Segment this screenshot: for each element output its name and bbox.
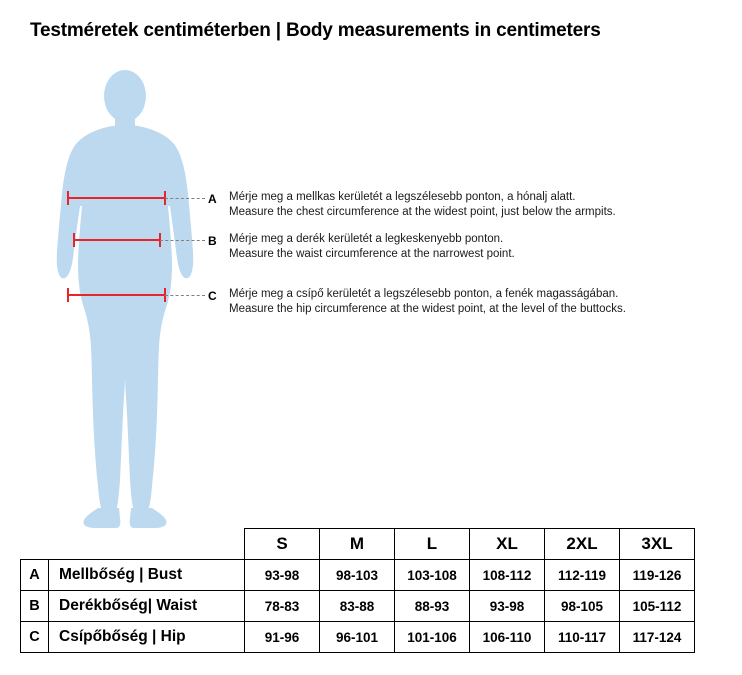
row-b-2xl: 98-105	[545, 591, 620, 622]
row-a-2xl: 112-119	[545, 560, 620, 591]
row-c-l: 101-106	[395, 622, 470, 653]
row-b-3xl: 105-112	[620, 591, 695, 622]
row-a-xl: 108-112	[470, 560, 545, 591]
table-corner-name	[49, 529, 245, 560]
row-c-xl: 106-110	[470, 622, 545, 653]
size-header-xl: XL	[470, 529, 545, 560]
table-header-row	[21, 529, 695, 560]
row-a-l: 103-108	[395, 560, 470, 591]
callout-c-text	[229, 287, 626, 317]
table-corner-letter	[21, 529, 49, 560]
row-b-name: Derékbőség| Waist	[49, 591, 245, 622]
callout-b-letter: B	[208, 234, 217, 248]
size-header-3xl: 3XL	[620, 529, 695, 560]
row-c-m: 96-101	[320, 622, 395, 653]
row-a-3xl: 119-126	[620, 560, 695, 591]
row-b-l: 88-93	[395, 591, 470, 622]
row-b-xl: 93-98	[470, 591, 545, 622]
leader-line-a	[165, 198, 205, 199]
callout-c-letter: C	[208, 289, 217, 303]
callout-a-text-en: Measure the chest circumference at the widest point, just below the armpits.	[229, 206, 616, 218]
row-a-name: Mellbőség | Bust	[49, 560, 245, 591]
callout-a-text-hu: Mérje meg a mellkas kerületét a legszélesebb ponton, a hónalj alatt.	[229, 191, 576, 203]
leader-line-b	[160, 240, 205, 241]
body-silhouette-icon	[57, 70, 194, 528]
table-row	[21, 591, 695, 622]
callout-a-letter: A	[208, 192, 217, 206]
callout-c-text-en: Measure the hip circumference at the widest point, at the level of the buttocks.	[229, 303, 626, 315]
row-c-name: Csípőbőség | Hip	[49, 622, 245, 653]
table-row	[21, 560, 695, 591]
page-title: Testméretek centiméterben | Body measurements in centimeters	[30, 20, 601, 41]
row-c-s: 91-96	[245, 622, 320, 653]
row-c-letter: C	[21, 622, 49, 653]
row-c-2xl: 110-117	[545, 622, 620, 653]
size-header-s: S	[245, 529, 320, 560]
callout-b-text	[229, 232, 515, 262]
size-header-2xl: 2XL	[545, 529, 620, 560]
row-b-s: 78-83	[245, 591, 320, 622]
row-a-letter: A	[21, 560, 49, 591]
table-row	[21, 622, 695, 653]
callout-b-text-hu: Mérje meg a derék kerületét a legkeskenyebb ponton.	[229, 233, 504, 245]
row-a-m: 98-103	[320, 560, 395, 591]
callout-b-text-en: Measure the waist circumference at the narrowest point.	[229, 248, 515, 260]
row-c-3xl: 117-124	[620, 622, 695, 653]
row-a-s: 93-98	[245, 560, 320, 591]
callout-c-text-hu: Mérje meg a csípő kerületét a legszélesebb ponton, a fenék magasságában.	[229, 288, 619, 300]
leader-line-c	[165, 295, 205, 296]
row-b-letter: B	[21, 591, 49, 622]
size-header-l: L	[395, 529, 470, 560]
size-header-m: M	[320, 529, 395, 560]
size-table	[20, 528, 695, 653]
size-table-wrap	[20, 528, 695, 653]
callout-a-text	[229, 190, 616, 220]
callout-a	[208, 190, 718, 224]
body-figure	[20, 70, 230, 530]
row-b-m: 83-88	[320, 591, 395, 622]
callout-b	[208, 232, 718, 266]
callout-c	[208, 287, 718, 321]
